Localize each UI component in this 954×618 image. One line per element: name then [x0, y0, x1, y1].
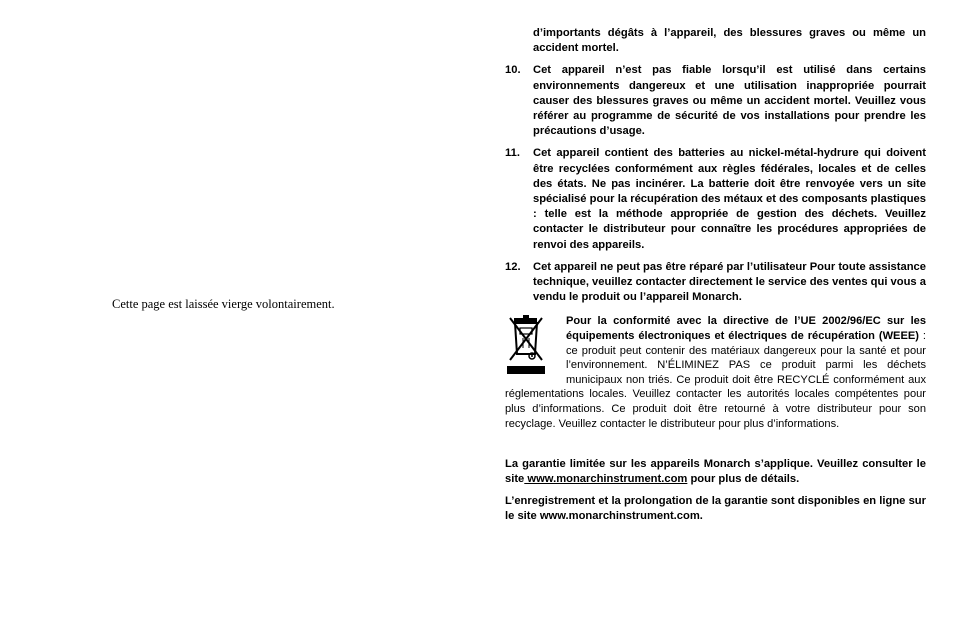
warranty-notice [505, 457, 926, 487]
list-item [505, 146, 926, 252]
registration-notice: L’enregistrement et la prolongation de la garantie sont disponibles en ligne sur le site www.monarchinstrument.com. [505, 494, 926, 522]
crossed-out-wheelie-bin-icon [505, 314, 547, 376]
warranty-text: La garantie limitée sur les appareils Monarch s’applique. Veuillez consulter le site [505, 458, 926, 486]
list-item-text: Cet appareil n’est pas fiable lorsqu’il est utilisé dans certains environnements dangereux et une utilisation inappropriée pourrait causer des blessures graves ou même un accident mortel. Veuillez vous référer au programme de sécurité de vos installations pour prendre les précautions d’usage. [533, 64, 926, 138]
weee-lead-text: Pour la conformité avec la directive de l’UE 2002/96/EC sur les équipements électroniques et électriques de récupération (WEEE) [566, 315, 926, 343]
blank-page-note: Cette page est laissée vierge volontairement. [112, 297, 335, 311]
continued-warning-text: d’importants dégâts à l’appareil, des blessures graves ou même un accident mortel. [533, 27, 926, 55]
list-item-number: 10. [505, 64, 521, 77]
list-item [505, 63, 926, 139]
weee-body-text: : ce produit peut contenir des matériaux dangereux pour la santé et pour l’environnement. N’ÉLIMINEZ PAS ce produit parmi les déchets municipaux non triés. Ce produit doit être RECYCLÉ conformément aux réglementations locales. Veuillez contacter les autorités locales compétentes pour plus d’informations. Ce produit doit être retourné à votre distributeur pour son recyclage. Veuillez contacter le distributeur pour plus d’informations. [505, 330, 926, 430]
list-item-text: Cet appareil contient des batteries au nickel-métal-hydrure qui doivent être recyclées conformément aux règles fédérales, locales et de celles des états. Ne pas incinérer. La batterie doit être renvoyée vers un site spécialisé pour la récupération des métaux et des composants plastiques : telle est la méthode appropriée de gestion des déchets. Veuillez contacter le distributeur pour connaître les procédures appropriées de renvoi des appareils. [533, 147, 926, 251]
list-item-number: 11. [505, 147, 520, 160]
list-item-text: Cet appareil ne peut pas être réparé par l’utilisateur Pour toute assistance technique, veuillez contacter directement le service des ventes qui vous a vendu le produit ou l’appareil Monarch. [533, 260, 926, 304]
weee-notice [505, 314, 926, 431]
warranty-website-link[interactable]: www.monarchinstrument.com [524, 473, 688, 486]
right-column [505, 26, 926, 524]
list-item-number: 12. [505, 260, 521, 273]
warranty-text-end: pour plus de détails. [687, 473, 800, 486]
list-item [505, 260, 926, 306]
